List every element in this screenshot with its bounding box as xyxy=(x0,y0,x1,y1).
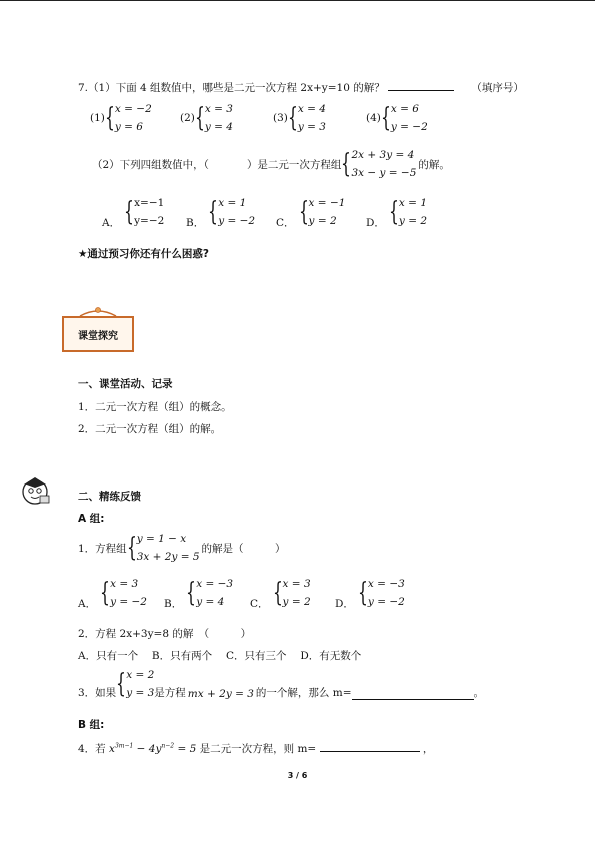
system-line: x = 1 xyxy=(398,197,427,209)
q3-text-a: 3．如果 xyxy=(78,687,117,699)
system-line: x = 3 xyxy=(110,578,139,590)
system-line: x=−1 xyxy=(134,197,165,209)
q1-text-b: 的解是（ ） xyxy=(201,542,286,555)
system-line: y = 2 xyxy=(308,215,337,227)
q7-answer-blank[interactable] xyxy=(388,80,454,91)
system-line: y = 4 xyxy=(204,121,233,133)
q1-option-c[interactable] xyxy=(250,575,311,611)
brace-icon: { xyxy=(124,197,135,227)
system-line: y = 2 xyxy=(398,215,428,227)
system-line: y = 2 xyxy=(282,596,311,608)
q7-part2 xyxy=(92,146,450,182)
option-label: A． xyxy=(102,217,121,229)
section1-item1: 1．二元一次方程（组）的概念。 xyxy=(78,401,232,413)
brace-icon: { xyxy=(208,197,219,227)
q3-text-b: 是方程 xyxy=(154,687,186,699)
system-line: 3x − y = −5 xyxy=(351,167,417,179)
confusion-prompt: ★通过预习你还有什么困惑? xyxy=(78,248,210,260)
system-line: 3x + 2y = 5 xyxy=(136,551,200,563)
q7-part1-text: 7.（1）下面 4 组数值中，哪些是二元一次方程 2x+y=10 的解？ xyxy=(78,82,385,94)
q4-text-b: 是二元一次方程，则 m= xyxy=(199,743,317,755)
system-line: y = 4 xyxy=(196,596,225,608)
system-line: y = −2 xyxy=(367,596,405,608)
q7-system-1 xyxy=(90,100,152,136)
q7-option-c[interactable] xyxy=(276,194,345,230)
q4-text-a: 4．若 xyxy=(78,743,106,755)
system-line: x = −3 xyxy=(367,578,405,590)
q1-option-d[interactable] xyxy=(335,575,405,611)
option-label: B． xyxy=(164,598,183,610)
q7-option-a[interactable] xyxy=(102,194,164,230)
system-line: x = −3 xyxy=(196,578,234,590)
q7-part2-text-a: （2）下列四组数值中，（ xyxy=(92,158,209,171)
page-number: 3 / 6 xyxy=(287,771,308,780)
system-label: (3) xyxy=(273,112,288,124)
q7-part1 xyxy=(78,80,524,95)
system-line: x = 4 xyxy=(297,103,326,115)
brace-icon: { xyxy=(341,149,352,179)
brace-icon: { xyxy=(194,103,205,133)
system-line: x = −2 xyxy=(114,103,152,115)
q2: 2．方程 2x+3y=8 的解 （ ） xyxy=(78,628,252,640)
system-line: x = −1 xyxy=(308,197,346,209)
brace-icon: { xyxy=(298,197,309,227)
system-line: x = 1 xyxy=(218,197,247,209)
q4-answer-blank[interactable] xyxy=(320,741,420,752)
q3-text-end: 。 xyxy=(473,687,484,699)
q2-options: A．只有一个 B．只有两个 C．只有三个 D．有无数个 xyxy=(78,650,362,662)
q7-option-d[interactable] xyxy=(366,194,427,230)
system-line: y = −2 xyxy=(390,121,428,133)
option-label: B． xyxy=(186,217,205,229)
brace-icon: { xyxy=(380,103,391,133)
brace-icon: { xyxy=(357,578,368,608)
q1-option-b[interactable] xyxy=(164,575,233,611)
option-label: C． xyxy=(276,217,295,229)
group-b-label: B 组: xyxy=(78,719,105,731)
q7-system-3 xyxy=(273,100,326,136)
system-label: (2) xyxy=(180,112,195,124)
system-line: y = 6 xyxy=(114,121,143,133)
q7-part2-text-c: 的解。 xyxy=(418,158,450,171)
option-label: C． xyxy=(250,598,269,610)
system-line: x = 3 xyxy=(204,103,233,115)
system-line: y = 3 xyxy=(126,687,155,699)
q1-option-a[interactable] xyxy=(78,575,147,611)
brace-icon: { xyxy=(116,669,127,699)
brace-icon: { xyxy=(126,533,137,563)
system-line: y = −2 xyxy=(110,596,147,608)
section-badge xyxy=(62,316,134,352)
q7-system-4 xyxy=(366,100,428,136)
q3-answer-blank[interactable] xyxy=(352,689,474,700)
brace-icon: { xyxy=(388,197,399,227)
system-line: y = 1 − x xyxy=(136,533,187,545)
brace-icon: { xyxy=(100,578,111,608)
q1-text-a: 1．方程组 xyxy=(78,542,127,555)
q3 xyxy=(78,666,484,702)
system-line: x = 2 xyxy=(126,669,155,681)
system-line: x = 3 xyxy=(282,578,311,590)
system-line: x = 6 xyxy=(390,103,419,115)
q4-equation: $x^{3m-1} - 4y^{n-2} = 5$ xyxy=(109,742,197,755)
q7-part1-tail: （填序号） xyxy=(471,82,524,94)
option-label: A． xyxy=(78,598,97,610)
q7-part2-text-b: ）是二元一次方程组 xyxy=(246,158,342,171)
brace-icon: { xyxy=(186,578,197,608)
system-line: y = −2 xyxy=(218,215,256,227)
q4-text-end: ， xyxy=(422,743,434,755)
group-a-label: A 组: xyxy=(78,513,105,525)
q7-option-b[interactable] xyxy=(186,194,255,230)
student-avatar-icon xyxy=(18,473,52,507)
system-line: y=−2 xyxy=(134,215,165,227)
section1-item2: 2．二元一次方程（组）的解。 xyxy=(78,423,222,435)
section2-title: 二、精练反馈 xyxy=(78,491,141,503)
option-label: D． xyxy=(366,217,385,229)
q7-system-2 xyxy=(180,100,233,136)
q3-text-c: 的一个解，那么 m= xyxy=(255,687,352,699)
system-line: 2x + 3y = 4 xyxy=(351,149,415,161)
q3-equation: mx + 2y = 3 xyxy=(187,688,254,700)
badge-label: 课堂探究 xyxy=(78,330,118,342)
q1 xyxy=(78,530,286,566)
system-label: (1) xyxy=(90,112,105,124)
brace-icon: { xyxy=(272,578,283,608)
brace-icon: { xyxy=(104,103,115,133)
brace-icon: { xyxy=(287,103,298,133)
section1-title: 一、课堂活动、记录 xyxy=(78,378,173,390)
option-label: D． xyxy=(335,598,354,610)
system-label: (4) xyxy=(366,112,381,124)
top-rule xyxy=(0,0,595,1)
q4 xyxy=(78,741,433,756)
system-line: y = 3 xyxy=(297,121,326,133)
